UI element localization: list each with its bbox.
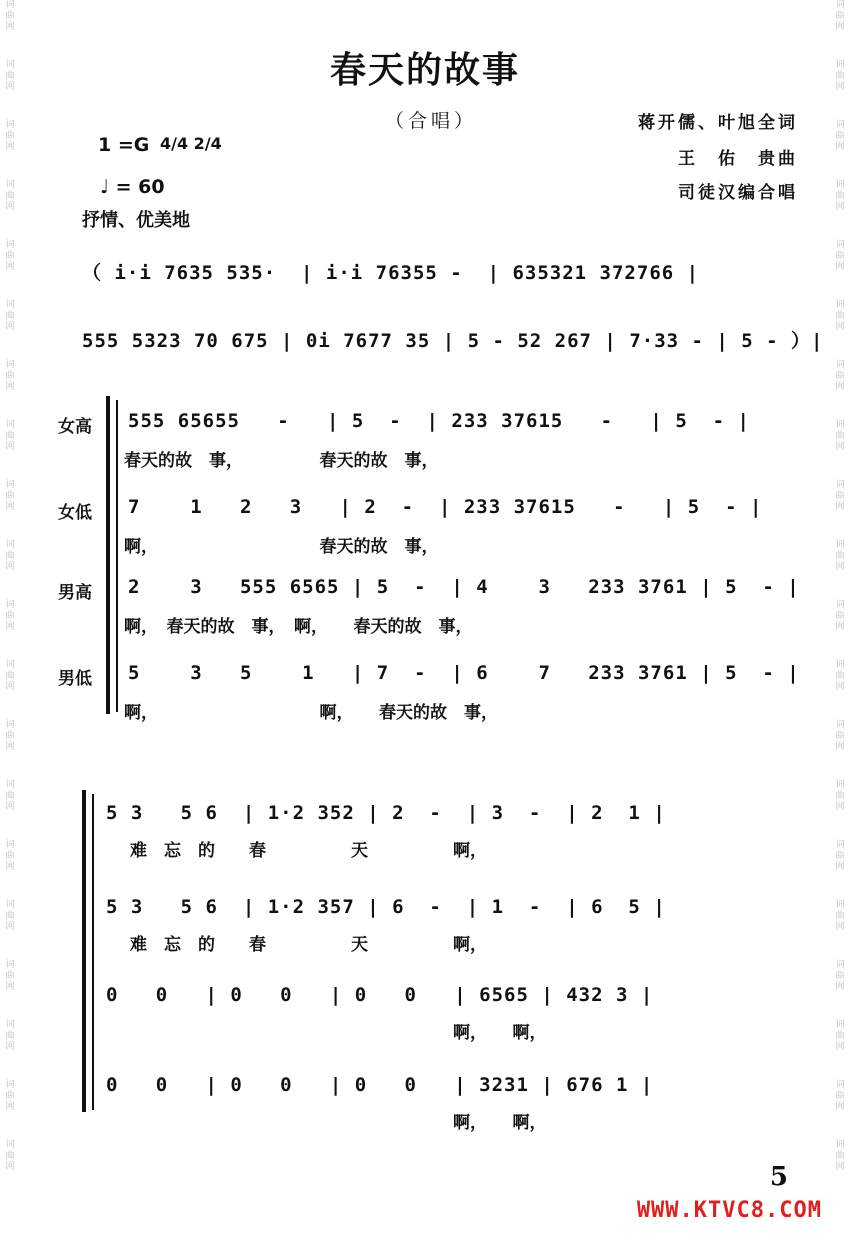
system2-soprano-notes: 5 3 5 6 | 1·2 352 | 2 - | 3 - | 2 1 |: [106, 802, 666, 824]
watermark-right: [832, 0, 848, 1200]
system2-tenor-notes: 0 0 | 0 0 | 0 0 | 6565 | 432 3 |: [106, 984, 654, 1006]
watermark-text: 词 曲 网: [5, 900, 15, 932]
watermark-text: 词 曲 网: [5, 240, 15, 272]
system1-soprano-notes: 555 65655 - | 5 - | 233 37615 - | 5 - |: [128, 410, 750, 432]
system1-brace: [106, 396, 110, 714]
watermark-text: 词 曲 网: [835, 300, 845, 332]
watermark-text: 词 曲 网: [5, 660, 15, 692]
system1-tenor-notes: 2 3 555 6565 | 5 - | 4 3 233 3761 | 5 - |: [128, 576, 800, 598]
watermark-text: 词 曲 网: [5, 540, 15, 572]
watermark-text: 词 曲 网: [835, 540, 845, 572]
watermark-text: 词 曲 网: [835, 1140, 845, 1172]
part-label-bass: 男低: [58, 669, 92, 689]
system1-alto-notes: 7 1 2 3 | 2 - | 233 37615 - | 5 - |: [128, 496, 763, 518]
expression-marking: 抒情、优美地: [82, 210, 190, 231]
watermark-text: 词 曲 网: [5, 780, 15, 812]
system1-alto-lyrics: 啊， 春天的故 事，: [124, 537, 439, 557]
system2-bass-notes: 0 0 | 0 0 | 0 0 | 3231 | 676 1 |: [106, 1074, 654, 1096]
page-title: 春天的故事: [329, 49, 520, 91]
system1-tenor-lyrics: 啊， 春天的故 事， 啊， 春天的故 事，: [124, 617, 473, 637]
part-label-soprano: 女高: [58, 417, 92, 437]
watermark-text: 词 曲 网: [5, 300, 15, 332]
system2-brace: [82, 790, 86, 1112]
credit-lyricist: 蒋开儒、叶旭全词: [638, 113, 798, 133]
watermark-text: 词 曲 网: [835, 900, 845, 932]
watermark-text: 词 曲 网: [5, 60, 15, 92]
watermark-text: 词 曲 网: [5, 420, 15, 452]
watermark-text: 词 曲 网: [5, 480, 15, 512]
system1-bass-lyrics: 啊， 啊， 春天的故 事，: [124, 703, 498, 723]
intro-line-1: （ i·i 7635 535· | i·i 76355 - | 635321 372766 |: [82, 262, 700, 284]
part-label-alto: 女低: [58, 503, 92, 523]
watermark-text: 词 曲 网: [835, 60, 845, 92]
intro-line-2: 555 5323 70 675 | 0i 7677 35 | 5 - 52 267 | 7·33 - | 5 - ）|: [82, 330, 824, 352]
watermark-text: 词 曲 网: [5, 0, 15, 32]
watermark-text: 词 曲 网: [835, 420, 845, 452]
credit-composer: 王 佑 贵曲: [678, 149, 798, 169]
site-watermark[interactable]: WWW.KTVC8.COM: [636, 1198, 822, 1223]
watermark-text: 词 曲 网: [835, 1020, 845, 1052]
subtitle: （合唱）: [385, 110, 478, 132]
page-number: 5: [769, 1162, 788, 1192]
watermark-text: 词 曲 网: [5, 720, 15, 752]
watermark-text: 词 曲 网: [835, 240, 845, 272]
key-signature: 1 =G: [98, 134, 150, 156]
watermark-text: 词 曲 网: [5, 1080, 15, 1112]
watermark-text: 词 曲 网: [835, 840, 845, 872]
watermark-text: 词 曲 网: [835, 0, 845, 32]
watermark-text: 词 曲 网: [835, 600, 845, 632]
watermark-text: 词 曲 网: [835, 360, 845, 392]
system1-bracket: [116, 400, 118, 712]
watermark-text: 词 曲 网: [835, 780, 845, 812]
system2-tenor-lyrics: 啊， 啊，: [130, 1023, 547, 1043]
watermark-text: 词 曲 网: [835, 660, 845, 692]
watermark-text: 词 曲 网: [835, 1080, 845, 1112]
watermark-text: 词 曲 网: [5, 960, 15, 992]
system2-bass-lyrics: 啊， 啊，: [130, 1113, 547, 1133]
watermark-text: 词 曲 网: [835, 720, 845, 752]
tempo-marking: ♩ = 60: [100, 176, 165, 198]
system1-soprano-lyrics: 春天的故 事， 春天的故 事，: [124, 451, 439, 471]
system2-alto-lyrics: 难 忘 的 春 天 啊，: [130, 935, 487, 955]
watermark-text: 词 曲 网: [835, 180, 845, 212]
watermark-text: 词 曲 网: [835, 120, 845, 152]
watermark-text: 词 曲 网: [5, 1020, 15, 1052]
watermark-text: 词 曲 网: [5, 840, 15, 872]
watermark-text: 词 曲 网: [5, 360, 15, 392]
watermark-text: 词 曲 网: [5, 120, 15, 152]
watermark-text: 词 曲 网: [5, 1140, 15, 1172]
watermark-text: 词 曲 网: [5, 600, 15, 632]
system2-alto-notes: 5 3 5 6 | 1·2 357 | 6 - | 1 - | 6 5 |: [106, 896, 666, 918]
credit-arranger: 司徒汉编合唱: [678, 183, 798, 203]
system1-bass-notes: 5 3 5 1 | 7 - | 6 7 233 3761 | 5 - |: [128, 662, 800, 684]
watermark-left: [2, 0, 18, 1200]
watermark-text: 词 曲 网: [5, 180, 15, 212]
watermark-text: 词 曲 网: [835, 480, 845, 512]
watermark-text: 词 曲 网: [835, 960, 845, 992]
time-signature: 4/4 2/4: [160, 134, 222, 153]
part-label-tenor: 男高: [58, 583, 92, 603]
system2-soprano-lyrics: 难 忘 的 春 天 啊，: [130, 841, 487, 861]
system2-bracket: [92, 794, 94, 1110]
